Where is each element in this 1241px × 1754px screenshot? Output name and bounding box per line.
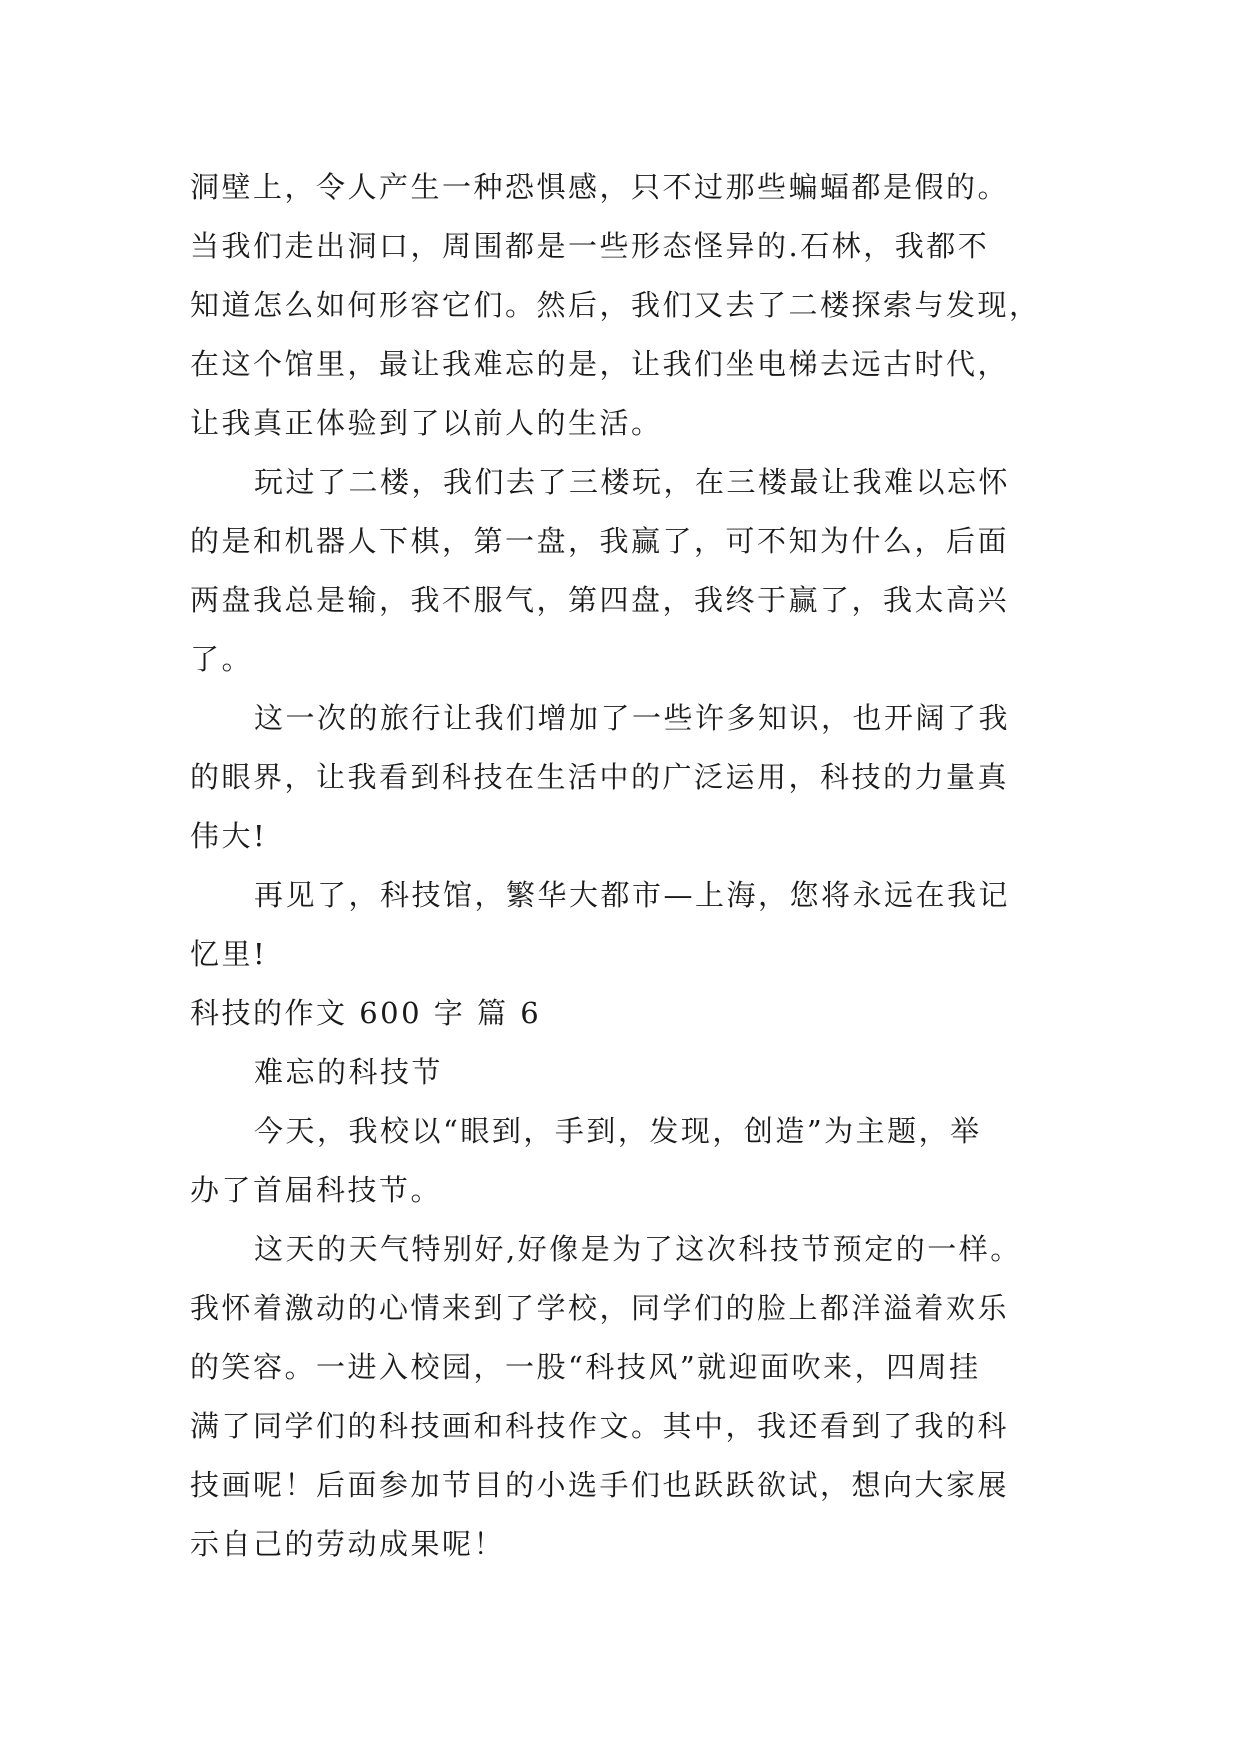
- paragraph-start-line: 玩过了二楼，我们去了三楼玩，在三楼最让我难以忘怀: [254, 465, 1011, 499]
- text-line: 洞壁上，令人产生一种恐惧感，只不过那些蝙蝠都是假的。: [190, 170, 1010, 204]
- paragraph-start-line: 再见了，科技馆，繁华大都市—上海，您将永远在我记: [254, 878, 1011, 912]
- text-line: 在这个馆里，最让我难忘的是，让我们坐电梯去远古时代，: [190, 347, 1010, 381]
- text-line: 忆里!: [190, 937, 268, 971]
- text-line: 了。: [190, 642, 254, 676]
- paragraph-start-line: 今天，我校以“眼到，手到，发现，创造”为主题，举: [254, 1114, 982, 1148]
- text-line: 满了同学们的科技画和科技作文。其中，我还看到了我的科: [190, 1409, 1010, 1443]
- text-line: 当我们走出洞口，周围都是一些形态怪异的.石林，我都不: [190, 229, 990, 263]
- text-line: 知道怎么如何形容它们。然后，我们又去了二楼探索与发现，: [190, 288, 1041, 322]
- text-line: 伟大!: [190, 819, 268, 853]
- document-body: [190, 158, 1060, 1574]
- text-line: 示自己的劳动成果呢！: [190, 1527, 506, 1561]
- text-line: 我怀着激动的心情来到了学校，同学们的脸上都洋溢着欢乐: [190, 1291, 1010, 1325]
- paragraph-start-line: 这天的天气特别好,好像是为了这次科技节预定的一样。: [254, 1232, 1022, 1266]
- section-heading: 科技的作文 600 字 篇 6: [190, 996, 542, 1030]
- essay-title: 难忘的科技节: [254, 1055, 444, 1089]
- text-line: 让我真正体验到了以前人的生活。: [190, 406, 663, 440]
- text-line: 的笑容。一进入校园，一股“科技风”就迎面吹来，四周挂: [190, 1350, 981, 1384]
- text-line: 技画呢！后面参加节目的小选手们也跃跃欲试，想向大家展: [190, 1468, 1010, 1502]
- text-line: 两盘我总是输，我不服气，第四盘，我终于赢了，我太高兴: [190, 583, 1010, 617]
- text-line: 办了首届科技节。: [190, 1173, 443, 1207]
- text-line: 的眼界，让我看到科技在生活中的广泛运用，科技的力量真: [190, 760, 1010, 794]
- paragraph-start-line: 这一次的旅行让我们增加了一些许多知识，也开阔了我: [254, 701, 1011, 735]
- text-line: 的是和机器人下棋，第一盘，我赢了，可不知为什么，后面: [190, 524, 1010, 558]
